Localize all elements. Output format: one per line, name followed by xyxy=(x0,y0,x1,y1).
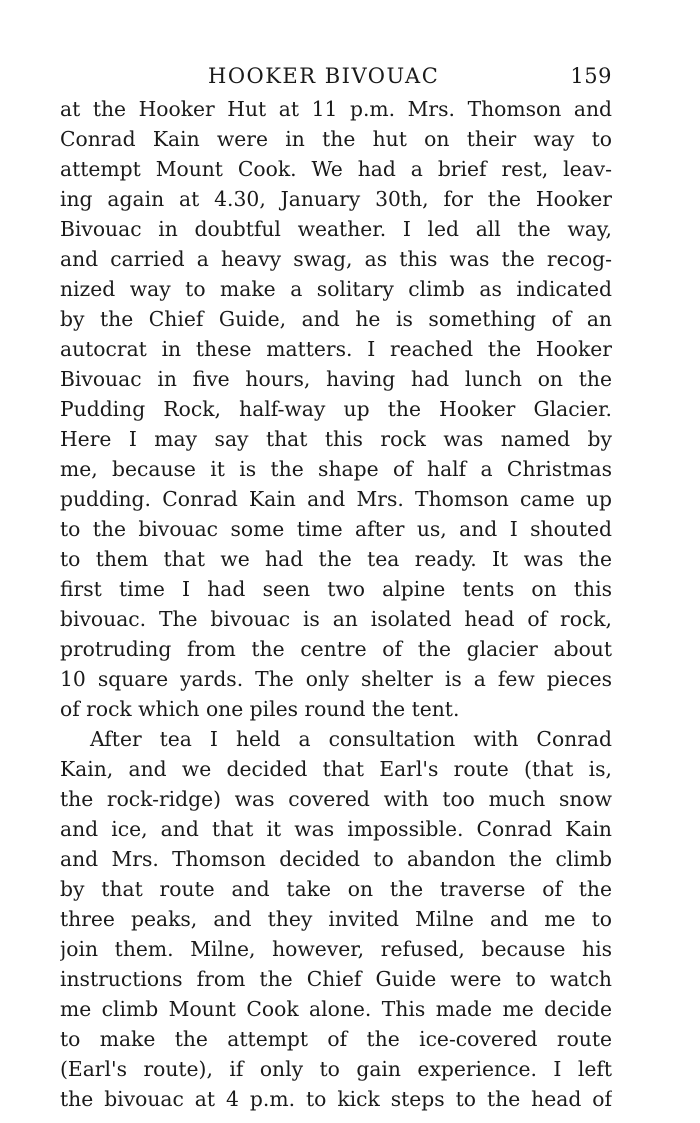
text-line: the bivouac at 4 p.m. to kick steps to the head of xyxy=(60,1087,612,1111)
text-line: and carried a heavy swag, as this was the recog- xyxy=(60,247,612,271)
text-line: pudding. Conrad Kain and Mrs. Thomson came up xyxy=(60,487,612,511)
page-number: 159 xyxy=(570,64,612,88)
text-line: Bivouac in five hours, having had lunch on the xyxy=(60,367,612,391)
text-line: Pudding Rock, half-way up the Hooker Glacier. xyxy=(60,397,612,421)
text-line: Here I may say that this rock was named by xyxy=(60,427,612,451)
text-line: the rock-ridge) was covered with too much snow xyxy=(60,787,612,811)
text-line: Conrad Kain were in the hut on their way to xyxy=(60,127,612,151)
text-line: to them that we had the tea ready. It was the xyxy=(60,547,612,571)
text-line: (Earl's route), if only to gain experience. I left xyxy=(60,1057,612,1081)
text-line: bivouac. The bivouac is an isolated head of rock, xyxy=(60,607,612,631)
text-line: of rock which one piles round the tent. xyxy=(60,697,460,721)
text-line: nized way to make a solitary climb as indicated xyxy=(60,277,612,301)
text-line: Bivouac in doubtful weather. I led all the way, xyxy=(60,217,612,241)
text-line: to the bivouac some time after us, and I shouted xyxy=(60,517,612,541)
text-line: join them. Milne, however, refused, because his xyxy=(60,937,612,961)
text-line: and Mrs. Thomson decided to abandon the climb xyxy=(60,847,612,871)
text-line: Kain, and we decided that Earl's route (that is, xyxy=(60,757,612,781)
text-line: by that route and take on the traverse of the xyxy=(60,877,612,901)
book-page xyxy=(60,58,612,1114)
text-line: me climb Mount Cook alone. This made me decide xyxy=(60,997,612,1021)
paragraph-2 xyxy=(60,724,612,1114)
text-line: autocrat in these matters. I reached the Hooker xyxy=(60,337,612,361)
running-header xyxy=(60,58,612,94)
text-line: to make the attempt of the ice-covered route xyxy=(60,1027,612,1051)
text-line: After tea I held a consultation with Conrad xyxy=(90,727,612,751)
text-line: and ice, and that it was impossible. Conrad Kain xyxy=(60,817,612,841)
paragraph-1 xyxy=(60,94,612,724)
text-line: instructions from the Chief Guide were to watch xyxy=(60,967,612,991)
chapter-title: HOOKER BIVOUAC xyxy=(208,64,440,88)
text-line: at the Hooker Hut at 11 p.m. Mrs. Thomson and xyxy=(60,97,612,121)
text-line: me, because it is the shape of half a Christmas xyxy=(60,457,612,481)
text-line: protruding from the centre of the glacier about xyxy=(60,637,612,661)
text-line: by the Chief Guide, and he is something of an xyxy=(60,307,612,331)
text-line: three peaks, and they invited Milne and me to xyxy=(60,907,612,931)
text-line: attempt Mount Cook. We had a brief rest, leav- xyxy=(60,157,612,181)
text-line: first time I had seen two alpine tents on this xyxy=(60,577,612,601)
text-line: ing again at 4.30, January 30th, for the Hooker xyxy=(60,187,612,211)
text-line: 10 square yards. The only shelter is a few pieces xyxy=(60,667,612,691)
